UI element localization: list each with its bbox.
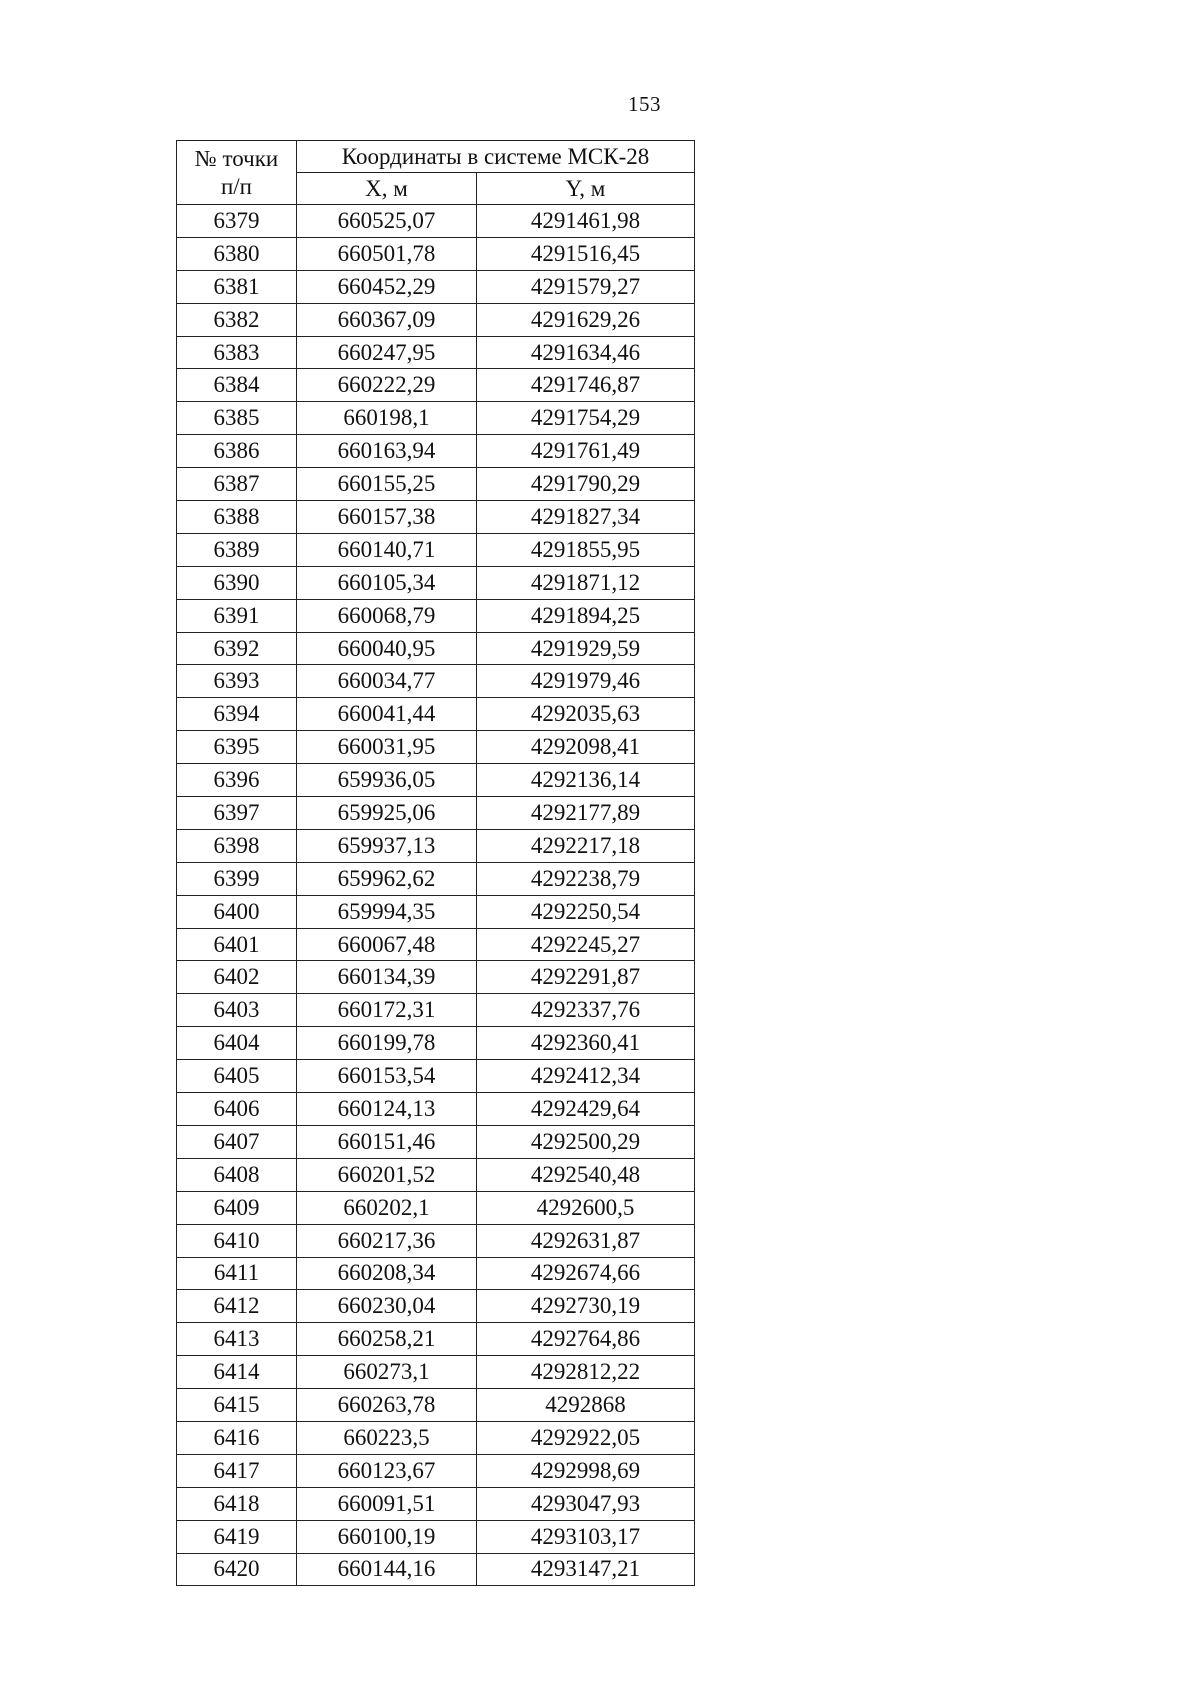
x-coordinate-cell: 659925,06 — [297, 797, 477, 830]
page-number: 153 — [628, 92, 661, 116]
point-number-cell: 6411 — [177, 1257, 297, 1290]
table-row — [177, 237, 695, 270]
x-coordinate-cell: 660134,39 — [297, 961, 477, 994]
x-coordinate-cell: 660202,1 — [297, 1191, 477, 1224]
x-coordinate-cell: 660223,5 — [297, 1421, 477, 1454]
table-row — [177, 599, 695, 632]
point-number-cell: 6403 — [177, 994, 297, 1027]
y-coordinate-cell: 4292631,87 — [477, 1224, 695, 1257]
table-row — [177, 1093, 695, 1126]
y-coordinate-cell: 4292730,19 — [477, 1290, 695, 1323]
y-coordinate-cell: 4292098,41 — [477, 731, 695, 764]
x-coordinate-cell: 660091,51 — [297, 1487, 477, 1520]
x-coordinate-cell: 660247,95 — [297, 336, 477, 369]
table-row — [177, 303, 695, 336]
table-row — [177, 1060, 695, 1093]
x-coordinate-cell: 660163,94 — [297, 435, 477, 468]
y-coordinate-cell: 4292177,89 — [477, 797, 695, 830]
y-coordinate-cell: 4291461,98 — [477, 205, 695, 238]
y-coordinate-cell: 4291979,46 — [477, 665, 695, 698]
point-number-header-line1: № точки — [194, 145, 279, 171]
y-coordinate-cell: 4291746,87 — [477, 369, 695, 402]
table-row — [177, 1158, 695, 1191]
table-row — [177, 1323, 695, 1356]
y-coordinate-cell: 4291929,59 — [477, 632, 695, 665]
x-coordinate-cell: 659936,05 — [297, 764, 477, 797]
point-number-cell: 6420 — [177, 1553, 297, 1586]
y-coordinate-cell: 4292500,29 — [477, 1125, 695, 1158]
x-coordinate-cell: 660198,1 — [297, 402, 477, 435]
table-row — [177, 1224, 695, 1257]
y-coordinate-cell: 4291579,27 — [477, 270, 695, 303]
table-row — [177, 862, 695, 895]
point-number-cell: 6397 — [177, 797, 297, 830]
table-row — [177, 270, 695, 303]
y-coordinate-cell: 4292540,48 — [477, 1158, 695, 1191]
y-coordinate-cell: 4292600,5 — [477, 1191, 695, 1224]
point-number-cell: 6394 — [177, 698, 297, 731]
x-coordinate-cell: 660153,54 — [297, 1060, 477, 1093]
point-number-cell: 6387 — [177, 468, 297, 501]
x-coordinate-cell: 660068,79 — [297, 599, 477, 632]
coordinates-system-header: Координаты в системе МСК-28 — [297, 141, 695, 173]
point-number-cell: 6390 — [177, 566, 297, 599]
y-coordinate-cell: 4292922,05 — [477, 1421, 695, 1454]
x-coordinate-cell: 660144,16 — [297, 1553, 477, 1586]
point-number-cell: 6391 — [177, 599, 297, 632]
x-coordinate-cell: 660157,38 — [297, 501, 477, 534]
x-coordinate-cell: 660040,95 — [297, 632, 477, 665]
point-number-cell: 6400 — [177, 895, 297, 928]
x-coordinate-cell: 659962,62 — [297, 862, 477, 895]
table-row — [177, 797, 695, 830]
y-coordinate-cell: 4292250,54 — [477, 895, 695, 928]
table-body — [177, 205, 695, 1586]
y-coordinate-cell: 4292998,69 — [477, 1454, 695, 1487]
table-row — [177, 1027, 695, 1060]
y-coordinate-cell: 4292291,87 — [477, 961, 695, 994]
x-coordinate-cell: 660230,04 — [297, 1290, 477, 1323]
point-number-cell: 6385 — [177, 402, 297, 435]
table-row — [177, 501, 695, 534]
point-number-cell: 6408 — [177, 1158, 297, 1191]
point-number-header — [177, 141, 297, 205]
table-row — [177, 435, 695, 468]
x-coordinate-cell: 660367,09 — [297, 303, 477, 336]
point-number-cell: 6383 — [177, 336, 297, 369]
y-coordinate-cell: 4291634,46 — [477, 336, 695, 369]
x-coordinate-cell: 660041,44 — [297, 698, 477, 731]
y-coordinate-cell: 4293047,93 — [477, 1487, 695, 1520]
table-header — [177, 141, 695, 205]
x-coordinate-cell: 660208,34 — [297, 1257, 477, 1290]
x-coordinate-cell: 660140,71 — [297, 533, 477, 566]
y-coordinate-cell: 4291827,34 — [477, 501, 695, 534]
y-coordinate-cell: 4293147,21 — [477, 1553, 695, 1586]
y-coordinate-cell: 4292245,27 — [477, 928, 695, 961]
point-number-cell: 6415 — [177, 1389, 297, 1422]
point-number-cell: 6379 — [177, 205, 297, 238]
point-number-cell: 6396 — [177, 764, 297, 797]
table-row — [177, 665, 695, 698]
table-row — [177, 1520, 695, 1553]
point-number-cell: 6416 — [177, 1421, 297, 1454]
x-coordinate-cell: 660263,78 — [297, 1389, 477, 1422]
y-coordinate-cell: 4292337,76 — [477, 994, 695, 1027]
point-number-cell: 6399 — [177, 862, 297, 895]
x-coordinate-cell: 660273,1 — [297, 1356, 477, 1389]
point-number-cell: 6384 — [177, 369, 297, 402]
table-row — [177, 369, 695, 402]
y-coordinate-cell: 4291516,45 — [477, 237, 695, 270]
table-row — [177, 994, 695, 1027]
x-coordinate-cell: 659937,13 — [297, 829, 477, 862]
y-coordinate-cell: 4292812,22 — [477, 1356, 695, 1389]
y-coordinate-cell: 4291629,26 — [477, 303, 695, 336]
table-row — [177, 205, 695, 238]
table-row — [177, 533, 695, 566]
table-row — [177, 895, 695, 928]
point-number-cell: 6404 — [177, 1027, 297, 1060]
y-coordinate-cell: 4292764,86 — [477, 1323, 695, 1356]
y-coordinate-cell: 4292868 — [477, 1389, 695, 1422]
table-row — [177, 336, 695, 369]
point-number-cell: 6395 — [177, 731, 297, 764]
y-coordinate-cell: 4291790,29 — [477, 468, 695, 501]
y-coordinate-cell: 4292412,34 — [477, 1060, 695, 1093]
table-row — [177, 1356, 695, 1389]
table-row — [177, 1487, 695, 1520]
table-row — [177, 698, 695, 731]
table-row — [177, 566, 695, 599]
x-coordinate-cell: 660155,25 — [297, 468, 477, 501]
x-coordinate-cell: 660501,78 — [297, 237, 477, 270]
point-number-cell: 6405 — [177, 1060, 297, 1093]
point-number-cell: 6402 — [177, 961, 297, 994]
x-coordinate-cell: 660100,19 — [297, 1520, 477, 1553]
x-coordinate-cell: 660525,07 — [297, 205, 477, 238]
point-number-cell: 6401 — [177, 928, 297, 961]
table-row — [177, 961, 695, 994]
table-row — [177, 1421, 695, 1454]
y-coordinate-cell: 4291855,95 — [477, 533, 695, 566]
point-number-cell: 6418 — [177, 1487, 297, 1520]
x-coordinate-cell: 660199,78 — [297, 1027, 477, 1060]
y-coordinate-cell: 4291871,12 — [477, 566, 695, 599]
y-coordinate-cell: 4292035,63 — [477, 698, 695, 731]
point-number-cell: 6386 — [177, 435, 297, 468]
x-coordinate-cell: 660151,46 — [297, 1125, 477, 1158]
point-number-cell: 6388 — [177, 501, 297, 534]
table-row — [177, 1553, 695, 1586]
table-row — [177, 1257, 695, 1290]
table-row — [177, 764, 695, 797]
point-number-cell: 6410 — [177, 1224, 297, 1257]
x-coordinate-cell: 660067,48 — [297, 928, 477, 961]
point-number-cell: 6414 — [177, 1356, 297, 1389]
x-coordinate-cell: 660105,34 — [297, 566, 477, 599]
table-row — [177, 1125, 695, 1158]
x-column-header: X, м — [297, 173, 477, 205]
x-coordinate-cell: 660031,95 — [297, 731, 477, 764]
point-number-cell: 6393 — [177, 665, 297, 698]
point-number-cell: 6409 — [177, 1191, 297, 1224]
x-coordinate-cell: 660034,77 — [297, 665, 477, 698]
table-row — [177, 1389, 695, 1422]
point-number-cell: 6381 — [177, 270, 297, 303]
point-number-cell: 6382 — [177, 303, 297, 336]
point-number-cell: 6406 — [177, 1093, 297, 1126]
y-coordinate-cell: 4292429,64 — [477, 1093, 695, 1126]
table-row — [177, 1454, 695, 1487]
y-coordinate-cell: 4292238,79 — [477, 862, 695, 895]
point-number-cell: 6389 — [177, 533, 297, 566]
table-row — [177, 1191, 695, 1224]
x-coordinate-cell: 660172,31 — [297, 994, 477, 1027]
x-coordinate-cell: 660258,21 — [297, 1323, 477, 1356]
point-number-cell: 6398 — [177, 829, 297, 862]
x-coordinate-cell: 660123,67 — [297, 1454, 477, 1487]
point-number-cell: 6413 — [177, 1323, 297, 1356]
table-row — [177, 928, 695, 961]
y-coordinate-cell: 4293103,17 — [477, 1520, 695, 1553]
coordinates-table — [176, 140, 695, 1586]
y-column-header: Y, м — [477, 173, 695, 205]
point-number-cell: 6392 — [177, 632, 297, 665]
y-coordinate-cell: 4291761,49 — [477, 435, 695, 468]
point-number-cell: 6380 — [177, 237, 297, 270]
table-row — [177, 468, 695, 501]
point-number-cell: 6419 — [177, 1520, 297, 1553]
table-row — [177, 632, 695, 665]
point-number-cell: 6412 — [177, 1290, 297, 1323]
point-number-cell: 6417 — [177, 1454, 297, 1487]
x-coordinate-cell: 660124,13 — [297, 1093, 477, 1126]
table-row — [177, 731, 695, 764]
table-row — [177, 402, 695, 435]
y-coordinate-cell: 4292360,41 — [477, 1027, 695, 1060]
x-coordinate-cell: 660217,36 — [297, 1224, 477, 1257]
point-number-header-line2: п/п — [220, 173, 252, 199]
x-coordinate-cell: 659994,35 — [297, 895, 477, 928]
x-coordinate-cell: 660222,29 — [297, 369, 477, 402]
y-coordinate-cell: 4292136,14 — [477, 764, 695, 797]
table-row — [177, 829, 695, 862]
y-coordinate-cell: 4292217,18 — [477, 829, 695, 862]
x-coordinate-cell: 660201,52 — [297, 1158, 477, 1191]
table-row — [177, 1290, 695, 1323]
y-coordinate-cell: 4291754,29 — [477, 402, 695, 435]
y-coordinate-cell: 4292674,66 — [477, 1257, 695, 1290]
y-coordinate-cell: 4291894,25 — [477, 599, 695, 632]
x-coordinate-cell: 660452,29 — [297, 270, 477, 303]
point-number-cell: 6407 — [177, 1125, 297, 1158]
